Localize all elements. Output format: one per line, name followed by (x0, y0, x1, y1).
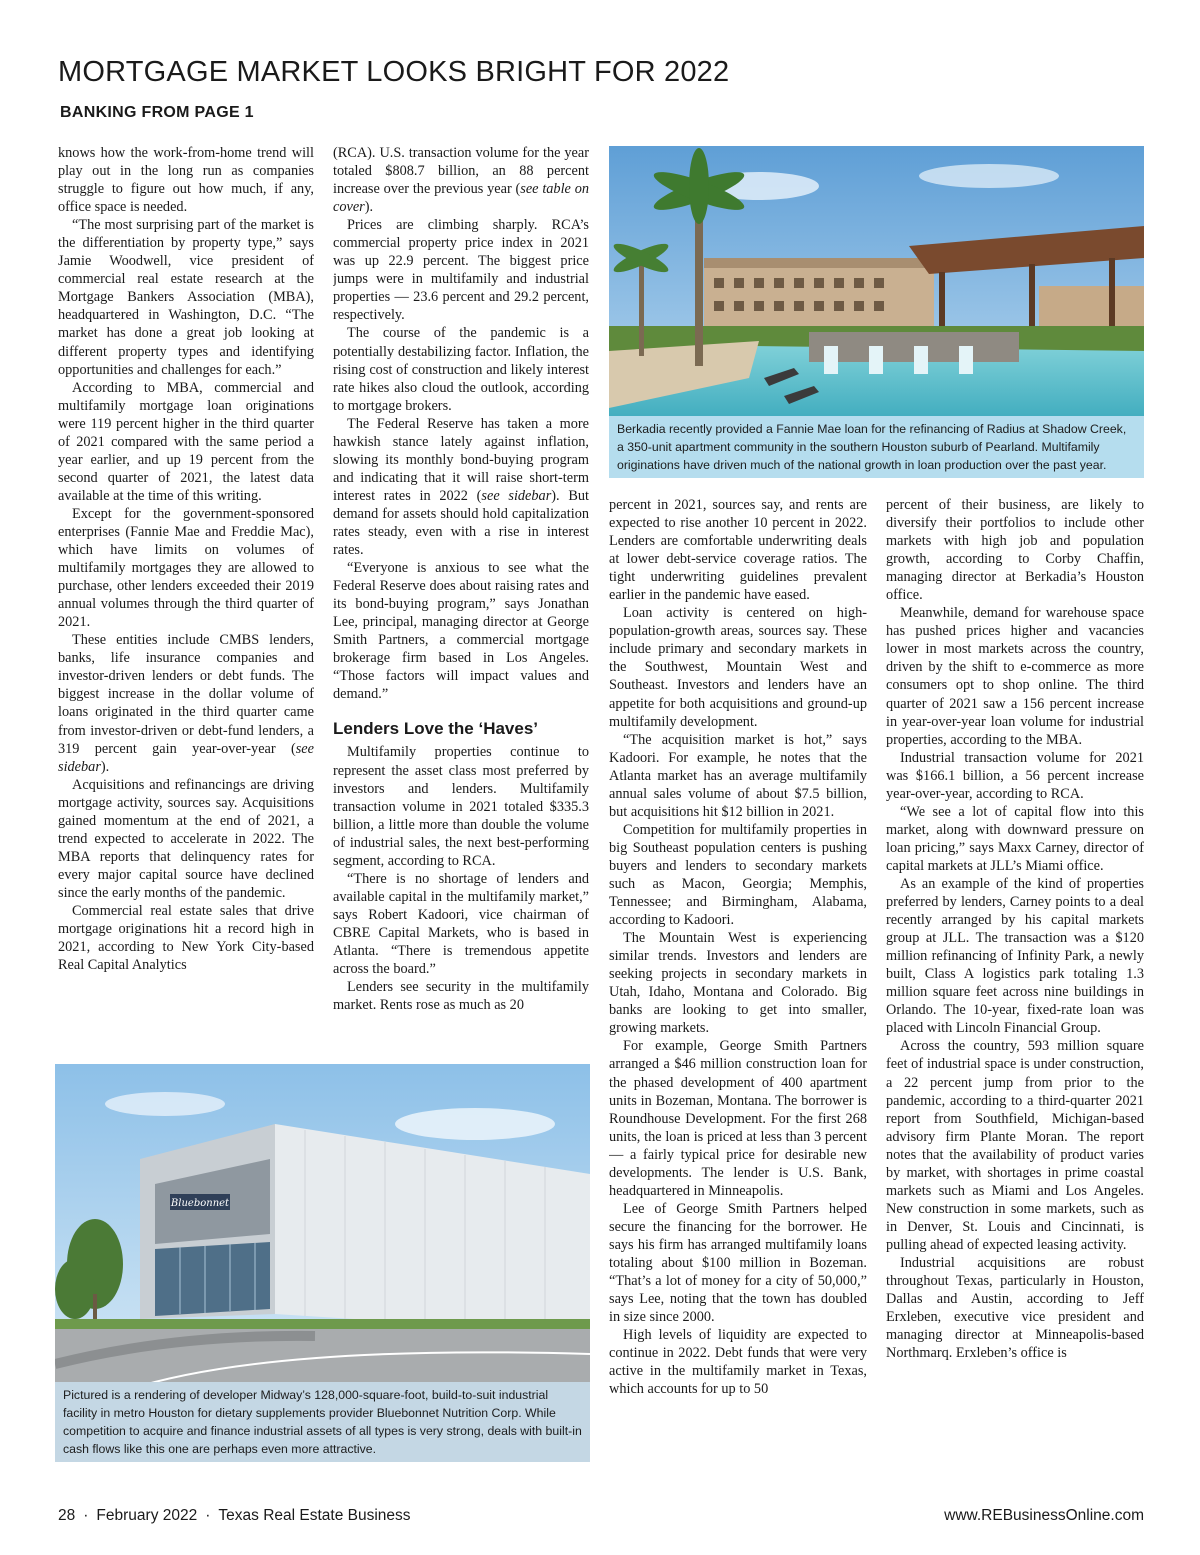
footer-separator: · (205, 1507, 211, 1524)
paragraph: Loan activity is centered on high-population-growth areas, sources say. These include primary and secondary markets in the Southwest, Mountain West and Southeast. Investors and lenders have an appetite for both acquisitions and ground-up multifamily development. (609, 605, 867, 730)
paragraph: For example, George Smith Partners arranged a $46 million construction loan for the phased development of 400 apartment units in Bozeman, Montana. The borrower is Roundhouse Development. For the first 268 units, the loan is priced at less than 3 percent — a fairly typical price for desirable new developments. The lender is U.S. Bank, headquartered in Minneapolis. (609, 1038, 867, 1199)
website-link[interactable]: www.REBusinessOnline.com (944, 1507, 1144, 1524)
footer-separator: · (83, 1507, 89, 1524)
paragraph: “The acquisition market is hot,” says Kadoori. For example, he notes that the Atlanta market has an average multifamily annual sales volume of about $7.5 billion, but acquisitions hit $12 billion in 2021. (609, 731, 867, 820)
sidebar-reference: see sidebar (481, 487, 552, 504)
sidebar-reference: see sidebar (58, 740, 314, 775)
paragraph: knows how the work-from-home trend will play out in the long run as companies struggle to figure out how much, if any, office space is needed. (58, 145, 314, 216)
text-run: ). (100, 758, 110, 775)
article-column-1 (58, 144, 314, 1056)
paragraph: According to MBA, commercial and multifamily mortgage loan originations were 119 percent higher in the third quarter of 2021 compared with the same period a year earlier, and up 19 percent from the second quarter of 2021, the latest data available at the time of this writing. (58, 379, 314, 504)
paragraph: “We see a lot of capital flow into this market, along with downward pressure on loan pricing,” says Maxx Carney, director of capital markets at JLL’s Miami office. (886, 803, 1144, 874)
text-run: (RCA). U.S. transaction volume for the year totaled $808.7 billion, an 88 percent increase over the previous year ( (333, 145, 589, 198)
apartment-photo-caption: Berkadia recently provided a Fannie Mae loan for the refinancing of Radius at Shadow Creek, a 350-unit apartment community in the southern Houston suburb of Pearland. Multifamily originations have driven much of the national growth in loan production over the past year. (609, 416, 1144, 478)
text-run: ). But demand for assets should hold capitalization rates steady, even with a rise in interest rates. (333, 487, 589, 559)
paragraph: Lee of George Smith Partners helped secure the financing for the borrower. He says his firm has arranged multifamily loans totaling about $100 million in Bozeman. “That’s a lot of money for a city of 50,000,” says Lee, noting that the town has doubled in size since 2000. (609, 1200, 867, 1326)
paragraph: High levels of liquidity are expected to continue in 2022. Debt funds that were very active in the multifamily market in Texas, which accounts for up to 50 (609, 1327, 867, 1398)
paragraph: The Mountain West is experiencing similar trends. Investors and lenders are seeking projects in secondary markets in Utah, Idaho, Montana and Colorado. Big banks are looking to get into smaller, growing markets. (609, 930, 867, 1037)
apartment-photo (609, 146, 1144, 478)
subhead: Lenders Love the ‘Haves’ (333, 719, 539, 739)
paragraph: Prices are climbing sharply. RCA’s commercial property price index in 2021 was up 22.9 percent. The biggest price jumps were in multifamily and industrial properties — 23.6 percent and 29.2 percent, respectively. (333, 217, 589, 324)
paragraph (333, 415, 589, 559)
paragraph: “The most surprising part of the market is the differentiation by property type,” says Jamie Woodwell, vice president of commercial real estate research at the Mortgage Bankers Association (MBA), headquartered in Washington, D.C. “The market has done a great job looking at different property types and identifying opportunities and challenges for each.” (58, 217, 314, 378)
paragraph: Acquisitions and refinancings are driving mortgage activity, sources say. Acquisitions gained momentum at the end of 2021, a trend expected to accelerate in 2022. The MBA reports that delinquency rates for every major capital source have declined since the early months of the pandemic. (58, 776, 314, 901)
paragraph: As an example of the kind of properties preferred by lenders, Carney points to a deal recently arranged by his capital markets group at JLL. The transaction was a $120 million refinancing of Infinity Park, a newly built, Class A logistics park totaling 1.3 million square feet across nine buildings in Orlando. The 10-year, fixed-rate loan was placed with Lincoln Financial Group. (886, 875, 1144, 1037)
paragraph: Commercial real estate sales that drive mortgage originations hit a record high in 2021, according to New York City-based Real Capital Analytics (58, 902, 314, 974)
industrial-photo (55, 1064, 590, 1462)
apartment-pool-illustration (609, 146, 1144, 426)
paragraph (58, 631, 314, 775)
paragraph (333, 144, 589, 216)
industrial-building-illustration (55, 1064, 590, 1394)
paragraph: Across the country, 593 million square feet of industrial space is under construction, a 22 percent jump from prior to the pandemic, according to a third-quarter 2021 report from Southfield, Michigan-based advisory firm Plante Moran. The report notes that the availability of product varies by market, with shortages in prime coastal markets such as Miami and Los Angeles. New construction in some markets, such as in Denver, St. Louis and Cincinnati, is pulling ahead of expected leasing activity. (886, 1038, 1144, 1253)
cover-table-reference: see table on cover (333, 181, 589, 216)
industrial-photo-caption: Pictured is a rendering of developer Midway’s 128,000-square-foot, build-to-suit industrial facility in metro Houston for dietary supplements provider Bluebonnet Nutrition Corp. While competition to acquire and finance industrial assets of all types is very strong, deals with built-in cash flows like this one are perhaps even more attractive. (55, 1382, 590, 1462)
paragraph: Meanwhile, demand for warehouse space has pushed prices higher and vacancies lower in most markets across the country, driven by the shift to e-commerce as more consumers opt to shop online. The third quarter of 2021 saw a 156 percent increase in year-over-year loan volume for industrial properties, according to the MBA. (886, 605, 1144, 748)
text-run: These entities include CMBS lenders, banks, life insurance companies and investor-driven lenders or debt funds. The biggest increase in the dollar volume of loans originated in the third quarter came from investor-driven or debt-fund lenders, a 319 percent gain year-over-year ( (58, 632, 314, 757)
page-number: 28 (58, 1507, 76, 1524)
paragraph: “Everyone is anxious to see what the Federal Reserve does about raising rates and its bond-buying program,” says Jonathan Lee, principal, managing director at George Smith Partners, a commercial mortgage brokerage firm based in Los Angeles. “Those factors will impact values and demand.” (333, 560, 589, 703)
paragraph: Except for the government-sponsored enterprises (Fannie Mae and Freddie Mac), which have limits on volumes of multifamily mortgages they are allowed to purchase, other lenders exceeded their 2019 annual volumes through the third quarter of 2021. (58, 505, 314, 631)
jump-line: BANKING FROM PAGE 1 (60, 104, 254, 121)
page-footer (58, 1507, 1144, 1529)
paragraph: “There is no shortage of lenders and available capital in the multifamily market,” says Robert Kadoori, vice chairman of CBRE Capital Markets, who is based in Atlanta. “There is tremendous appetite across the board.” (333, 870, 589, 978)
paragraph: Multifamily properties continue to represent the asset class most preferred by investors and lenders. Multifamily transaction volume in 2021 totaled $335.3 billion, a little more than double the volume of industrial sales, the next best-performing segment, according to RCA. (333, 744, 589, 869)
headline: MORTGAGE MARKET LOOKS BRIGHT FOR 2022 (58, 56, 730, 88)
paragraph: Industrial transaction volume for 2021 was $166.1 billion, a 56 percent increase year-over-year, according to RCA. (886, 749, 1144, 802)
paragraph: Industrial acquisitions are robust throughout Texas, particularly in Houston, Dallas and Austin, according to Jeff Erxleben, executive vice president and managing director at Minneapolis-based Northmarq. Erxleben’s office is (886, 1254, 1144, 1362)
text-run: ). (364, 199, 374, 216)
paragraph: percent of their business, are likely to diversify their portfolios to include other markets with high job and population growth, according to Corby Chaffin, managing director at Berkadia’s Houston office. (886, 497, 1144, 604)
footer-folio (58, 1507, 411, 1525)
article-column-3 (609, 496, 867, 1544)
paragraph: Lenders see security in the multifamily market. Rents rose as much as 20 (333, 979, 589, 1014)
paragraph: percent in 2021, sources say, and rents are expected to rise another 10 percent in 2022. Lenders are comfortable underwriting deals at lower debt-service coverage ratios. The tight underwriting guidelines prevalent earlier in the pandemic have eased. (609, 497, 867, 604)
publication-name: Texas Real Estate Business (218, 1507, 411, 1524)
paragraph: Competition for multifamily properties in big Southeast population centers is pushing buyers and lenders to secondary markets such as Macon, Georgia; Memphis, Tennessee; and Birmingham, Alabama, according to Kadoori. (609, 821, 867, 929)
article-column-2 (333, 144, 589, 1056)
building-sign: Bluebonnet (170, 1198, 230, 1209)
paragraph: The course of the pandemic is a potentially destabilizing factor. Inflation, the rising cost of construction and likely interest rate hikes also cloud the outlook, according to mortgage brokers. (333, 325, 589, 414)
article-column-4 (886, 496, 1144, 1544)
text-run: The Federal Reserve has taken a more hawkish stance lately against inflation, slowing its monthly bond-buying program and indicating that it will raise short-term interest rates in 2022 ( (333, 415, 589, 504)
issue-date: February 2022 (96, 1507, 198, 1524)
